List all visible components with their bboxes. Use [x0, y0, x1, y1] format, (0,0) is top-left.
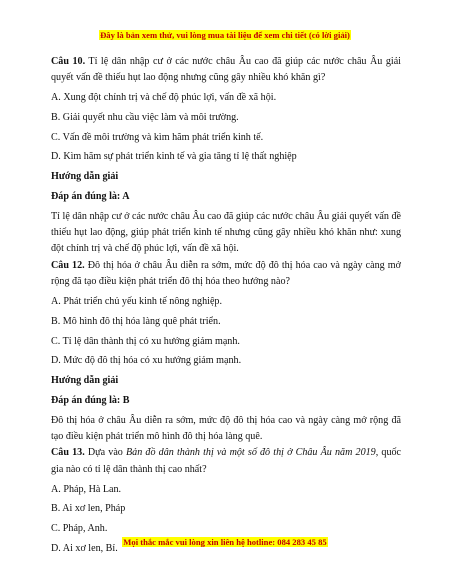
question-label: Câu 10. — [51, 56, 86, 67]
explanation: Tỉ lệ dân nhập cư ở các nước châu Âu cao đã giúp các nước châu Âu giải quyết vấn đề thiếu hụt lao động, giúp phát triển kinh tế nhưng cũng gây nhiều khó khăn như: xung đột chính trị và chế độ phúc lợi, vấn đề xã hội. — [51, 210, 401, 255]
hotline-text: Mọi thắc mắc vui lòng xin liên hệ hotline: 084 283 45 85 — [123, 537, 327, 547]
question-text: Tỉ lệ dân nhập cư ở các nước châu Âu cao đã giúp các nước châu Âu giải quyết vấn đề thiếu hụt lao động nhưng cũng gây nhiều khó khăn gì? — [51, 56, 401, 84]
document-body — [51, 54, 401, 561]
option-d: D. Mức độ đô thị hóa có xu hướng giảm mạnh. — [51, 355, 242, 367]
hotline-banner — [0, 537, 450, 547]
option-a: A. Xung đột chính trị và chế độ phúc lợi, vấn đề xã hội. — [51, 92, 277, 104]
question-text-tail: , quốc gia nào có tỉ lệ dân thành thị cao nhất? — [51, 447, 402, 475]
question-text: Đô thị hóa ở châu Âu diễn ra sớm, mức độ đô thị hóa cao và ngày càng mở rộng đã tạo điều kiện phát triển đô thị hóa theo hướng nào? — [51, 259, 401, 288]
explanation: Đô thị hóa ở châu Âu diễn ra sớm, mức độ đô thị hóa cao và ngày càng mở rộng đã tạo điều kiện phát triển mô hình đô thị hóa làng quê. — [51, 414, 401, 442]
option-b: B. Ai xơ len, Pháp — [51, 503, 126, 515]
preview-notice-banner — [0, 30, 450, 40]
question-label: Câu 13. — [51, 447, 85, 459]
correct-answer: Đáp án đúng là: B — [51, 394, 130, 406]
option-d: D. Kìm hãm sự phát triển kinh tế và gia tăng tỉ lệ thất nghiệp — [51, 151, 297, 163]
question-10 — [51, 54, 401, 87]
correct-answer: Đáp án đúng là: A — [51, 190, 130, 202]
solution-heading: Hướng dẫn giải — [51, 375, 119, 387]
option-d: D. Ai xơ len, Bỉ. — [51, 542, 118, 554]
option-a: A. Phát triển chủ yếu kinh tế nông nghiệp. — [51, 296, 223, 308]
question-13 — [51, 445, 401, 478]
option-a: A. Pháp, Hà Lan. — [51, 483, 122, 495]
option-c: C. Vấn đề môi trường và kìm hãm phát triển kinh tế. — [51, 131, 264, 143]
option-c: C. Pháp, Anh. — [51, 523, 108, 534]
question-text-lead: Dựa vào — [84, 447, 127, 459]
preview-notice-text: Đây là bản xem thử, vui lòng mua tài liệu để xem chi tiết (có lời giải) — [100, 30, 350, 40]
question-12 — [51, 258, 401, 291]
map-title-reference: Bản đồ dân thành thị và một số đô thị ở Châu Âu năm 2019 — [126, 447, 376, 459]
question-label: Câu 12. — [51, 259, 85, 271]
option-c: C. Tỉ lệ dân thành thị có xu hướng giảm mạnh. — [51, 335, 240, 347]
option-b: B. Giải quyết nhu cầu việc làm và môi trường. — [51, 111, 239, 123]
option-b: B. Mô hình đô thị hóa làng quê phát triển. — [51, 315, 221, 327]
solution-heading: Hướng dẫn giải — [51, 171, 119, 183]
